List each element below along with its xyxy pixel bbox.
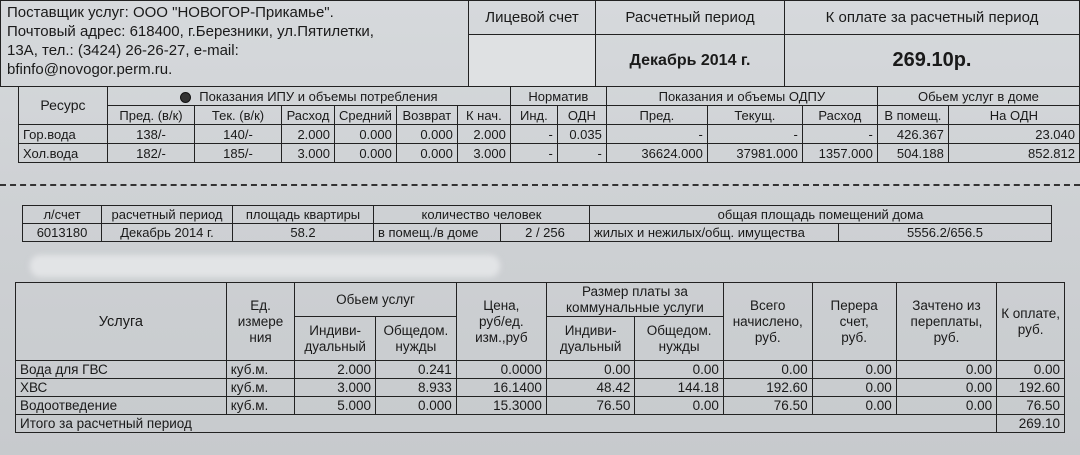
h-recalc-l3: руб. — [841, 329, 868, 345]
sub-ind: Инд. — [510, 106, 557, 125]
cell: 15.3000 — [456, 397, 546, 415]
house-area-label: жилых и нежилых/общ. имущества — [590, 224, 839, 242]
h-vol-ind-l2: дуальный — [304, 338, 366, 354]
h-price-l3: изм.,руб — [475, 329, 528, 345]
h-due — [997, 283, 1065, 361]
h-vol-ind-l1: Индиви- — [309, 322, 362, 338]
h-vol-common-l1: Общедом. — [383, 322, 449, 338]
supplier-email: bfinfo@novogor.perm.ru. — [7, 61, 173, 78]
account-period: Декабрь 2014 г. — [102, 224, 233, 242]
cell: 0.000 — [396, 144, 457, 163]
sub-prev: Пред. (в/к) — [108, 106, 195, 125]
cell: 426.367 — [877, 125, 948, 144]
service-name: Вода для ГВС — [16, 361, 227, 379]
cell: 144.18 — [635, 379, 724, 397]
cell: 0.00 — [635, 397, 724, 415]
resource-name: Хол.вода — [19, 144, 108, 163]
total-label: Итого за расчетный период — [16, 415, 997, 433]
h-house-area: общая площадь помещений дома — [590, 206, 1052, 224]
h-total — [723, 283, 812, 361]
cell: 0.241 — [375, 361, 456, 379]
h-pay-common-l1: Общедом. — [646, 322, 712, 338]
h-period: расчетный период — [102, 206, 233, 224]
h-total-l2: начислено, — [732, 313, 803, 329]
h-overpay-l2: переплаты, — [910, 313, 983, 329]
h-price-l1: Цена, — [483, 297, 520, 313]
cell: 0.00 — [812, 361, 896, 379]
h-account: л/счет — [23, 206, 102, 224]
h-pay-ind-l2: дуальный — [559, 338, 622, 354]
h-recalc — [812, 283, 896, 361]
sub-odpu-prev: Пред. — [606, 106, 707, 125]
cell: 0.00 — [812, 379, 896, 397]
due-value: 269.10р. — [785, 35, 1080, 87]
meter-row-cold — [19, 144, 1080, 163]
h-pay-ind — [546, 317, 634, 361]
h-unit-l3: ния — [249, 329, 272, 345]
cell: 0.00 — [896, 361, 996, 379]
cell: 76.50 — [546, 397, 634, 415]
tear-line — [0, 184, 1080, 186]
h-price-l2: руб/ед. — [479, 313, 524, 329]
service-row-sewage — [16, 397, 1065, 415]
sub-odpu-cur: Текущ. — [707, 106, 802, 125]
cell: 23.040 — [948, 125, 1079, 144]
cell: 0.00 — [812, 397, 896, 415]
meter-table — [18, 86, 1080, 163]
cell: 0.00 — [635, 361, 724, 379]
h-recalc-l2: счет, — [839, 313, 869, 329]
cell: 0.00 — [546, 361, 634, 379]
group-ipu — [108, 87, 511, 106]
account-number: 6013180 — [23, 224, 102, 242]
cell: - — [510, 125, 557, 144]
house-area-value: 5556.2/656.5 — [839, 224, 1052, 242]
supplier-address: Почтовый адрес: 618400, г.Березники, ул.Пятилетки, — [7, 23, 374, 40]
sub-usage: Расход — [282, 106, 335, 125]
cell: 0.00 — [723, 361, 812, 379]
cell: - — [802, 125, 877, 144]
cell: 0.000 — [335, 144, 397, 163]
service-unit: куб.м. — [226, 379, 295, 397]
total-row — [16, 415, 1065, 433]
h-vol-common — [375, 317, 456, 361]
cell: 8.933 — [375, 379, 456, 397]
meter-row-hot — [19, 125, 1080, 144]
h-payment-l2: коммунальные услуги — [566, 299, 704, 315]
h-price — [456, 283, 546, 361]
h-overpay-l3: руб. — [933, 329, 960, 345]
cell: 48.42 — [546, 379, 634, 397]
h-service: Услуга — [16, 283, 227, 361]
header-table — [0, 0, 1080, 87]
h-vol-common-l2: нужды — [395, 338, 437, 354]
cell: - — [707, 125, 802, 144]
apartment-area: 58.2 — [233, 224, 374, 242]
cell: 504.188 — [877, 144, 948, 163]
circle-icon — [180, 92, 191, 103]
account-label: Лицевой счет — [469, 1, 596, 35]
cell: 138/- — [108, 125, 195, 144]
h-due-l1: К оплате, — [1001, 305, 1060, 321]
service-name: Водоотведение — [16, 397, 227, 415]
cell: 0.000 — [335, 125, 397, 144]
sub-in-room: В помещ. — [877, 106, 948, 125]
cell: - — [606, 125, 707, 144]
sub-avg: Средний — [335, 106, 397, 125]
h-total-l3: руб. — [754, 329, 781, 345]
group-odpu: Показания и объемы ОДПУ — [606, 87, 877, 106]
service-row-gvs — [16, 361, 1065, 379]
supplier-phone: 13А, тел.: (3424) 26-26-27, e-mail: — [7, 42, 239, 59]
cell: 852.812 — [948, 144, 1079, 163]
cell: 0.00 — [997, 361, 1065, 379]
h-unit — [226, 283, 295, 361]
service-unit: куб.м. — [226, 397, 295, 415]
cell: 36624.000 — [606, 144, 707, 163]
h-pay-common-l2: нужды — [658, 338, 700, 354]
cell: - — [557, 144, 606, 163]
h-people: количество человек — [374, 206, 590, 224]
cell: 185/- — [195, 144, 282, 163]
account-table — [22, 205, 1052, 242]
cell: 2.000 — [295, 361, 376, 379]
cell: 0.035 — [557, 125, 606, 144]
h-total-l1: Всего — [750, 297, 786, 313]
h-overpay — [896, 283, 996, 361]
sub-return: Возврат — [396, 106, 457, 125]
h-volume: Обьем услуг — [295, 283, 456, 317]
cell: 16.1400 — [456, 379, 546, 397]
redacted-area — [30, 255, 500, 277]
supplier-name: Поставщик услуг: ООО "НОВОГОР-Прикамье". — [7, 4, 334, 21]
period-label: Расчетный период — [596, 1, 785, 35]
services-table — [15, 282, 1065, 433]
cell: 192.60 — [997, 379, 1065, 397]
supplier-info — [1, 1, 469, 87]
cell: 0.00 — [896, 379, 996, 397]
cell: 0.0000 — [456, 361, 546, 379]
account-value-hidden — [469, 35, 596, 87]
h-unit-l1: Ед. — [250, 297, 271, 313]
cell: 2.000 — [282, 125, 335, 144]
people-count: 2 / 256 — [501, 224, 590, 242]
service-row-hvs — [16, 379, 1065, 397]
sub-cur: Тек. (в/к) — [195, 106, 282, 125]
h-pay-ind-l1: Индиви- — [564, 322, 617, 338]
h-due-l2: руб. — [1017, 321, 1044, 337]
cell: 0.000 — [375, 397, 456, 415]
people-label: в помещ./в доме — [374, 224, 501, 242]
cell: 37981.000 — [707, 144, 802, 163]
cell: 76.50 — [723, 397, 812, 415]
total-value: 269.10 — [997, 415, 1065, 433]
period-value: Декабрь 2014 г. — [596, 35, 785, 87]
cell: 0.000 — [396, 125, 457, 144]
due-label: К оплате за расчетный период — [785, 1, 1080, 35]
service-unit: куб.м. — [226, 361, 295, 379]
cell: 3.000 — [282, 144, 335, 163]
h-payment-l1: Размер платы за — [581, 283, 688, 299]
cell: 3.000 — [457, 144, 510, 163]
col-resource: Ресурс — [19, 87, 108, 125]
cell: 1357.000 — [802, 144, 877, 163]
h-vol-ind — [295, 317, 376, 361]
cell: 182/- — [108, 144, 195, 163]
cell: 192.60 — [723, 379, 812, 397]
group-norm: Норматив — [510, 87, 606, 106]
cell: 0.00 — [896, 397, 996, 415]
h-unit-l2: измере — [237, 313, 284, 329]
cell: 2.000 — [457, 125, 510, 144]
cell: 140/- — [195, 125, 282, 144]
resource-name: Гор.вода — [19, 125, 108, 144]
sub-on-odn: На ОДН — [948, 106, 1079, 125]
h-payment — [546, 283, 723, 317]
cell: 5.000 — [295, 397, 376, 415]
service-name: ХВС — [16, 379, 227, 397]
h-overpay-l1: Зачтено из — [912, 297, 981, 313]
h-area: площадь квартиры — [233, 206, 374, 224]
sub-odn: ОДН — [557, 106, 606, 125]
sub-odpu-usage: Расход — [802, 106, 877, 125]
cell: - — [510, 144, 557, 163]
cell: 3.000 — [295, 379, 376, 397]
group-ipu-label: Показания ИПУ и объемы потребления — [199, 88, 438, 104]
sub-charge: К нач. — [457, 106, 510, 125]
group-house: Обьем услуг в доме — [877, 87, 1079, 106]
cell: 76.50 — [997, 397, 1065, 415]
h-pay-common — [635, 317, 724, 361]
h-recalc-l1: Перера — [830, 297, 878, 313]
